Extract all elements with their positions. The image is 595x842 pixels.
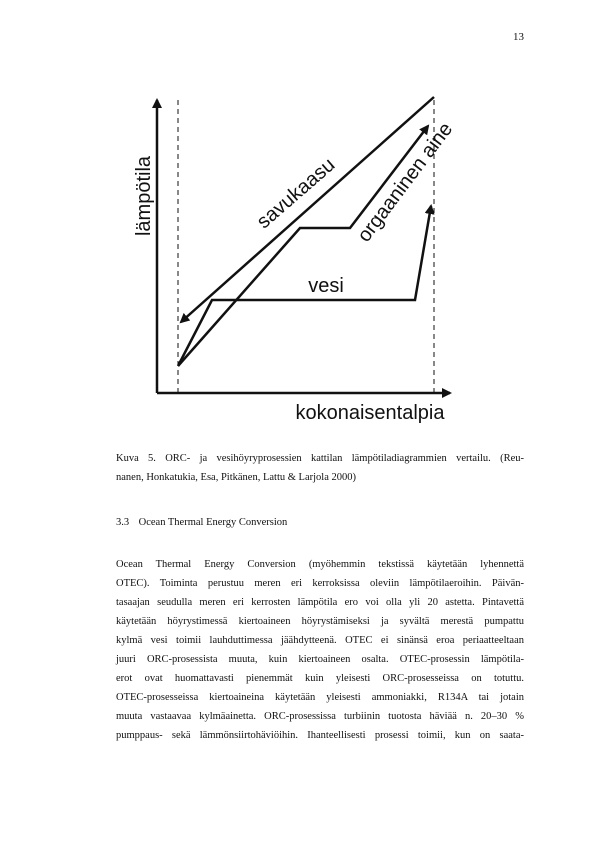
flue-gas-label: savukaasu: [252, 153, 340, 234]
figure-caption: [116, 449, 524, 487]
y-axis-label: lämpötila: [133, 155, 155, 237]
body-line: tasaajan seudulla meren eri kerrosten lämpötila ero voi olla yli 20 astetta. Pintavettä: [116, 597, 524, 608]
body-paragraph: [116, 555, 524, 745]
body-line: erot ovat huomattavasti pienemmät kuin yleisesti ORC-prosesseissa on totuttu.: [116, 673, 524, 684]
page-number: 13: [513, 31, 524, 43]
caption-line: nanen, Honkatukia, Esa, Pitkänen, Lattu & Larjola 2000): [116, 472, 356, 483]
water-curve: [178, 206, 431, 366]
body-line: OTEC). Toiminta perustuu meren eri kerroksissa oleviin lämpötilaeroihin. Päivän-: [116, 578, 524, 589]
body-line: Ocean Thermal Energy Conversion (myöhemmin tekstissä käytetään lyhennettä: [116, 559, 524, 570]
section-title: Ocean Thermal Energy Conversion: [138, 517, 288, 528]
body-line: muuta vastaavaa kylmäainetta. ORC-prosessissa turbiinin tuotosta häviää n. 20–30 %: [116, 711, 524, 722]
body-line: kylmä vesi toimii lauhduttimessa jäähdytteenä. OTEC ei sinänsä eroa periaatteeltaan: [116, 635, 524, 646]
x-axis-label: kokonaisentalpia: [295, 402, 445, 424]
organic-fluid-label: orgaaninen aine: [353, 118, 458, 247]
section-number: 3.3: [116, 517, 130, 528]
body-line: OTEC-prosesseissa kiertoaineina käytetään yleisesti ammoniakki, R134A tai jotain: [116, 692, 524, 703]
organic-fluid-curve: [178, 126, 428, 366]
section-heading: [116, 517, 287, 528]
water-label: vesi: [308, 275, 344, 297]
body-line: pumppaus- sekä lämmönsiirtohäviöihin. Ihanteellisesti prosessi toimii, kun on saata-: [116, 730, 524, 741]
caption-line: Kuva 5. ORC- ja vesihöyryprosessien kattilan lämpötiladiagrammien vertailu. (Reu-: [116, 453, 524, 464]
body-line: juuri ORC-prosessista muuta, kuin kiertoaineen osalta. OTEC-prosessin lämpötila-: [116, 654, 524, 665]
body-line: käytetään höyrystimessä kiertoaineen höyrystämiseksi ja syvältä merestä pumpattu: [116, 616, 524, 627]
